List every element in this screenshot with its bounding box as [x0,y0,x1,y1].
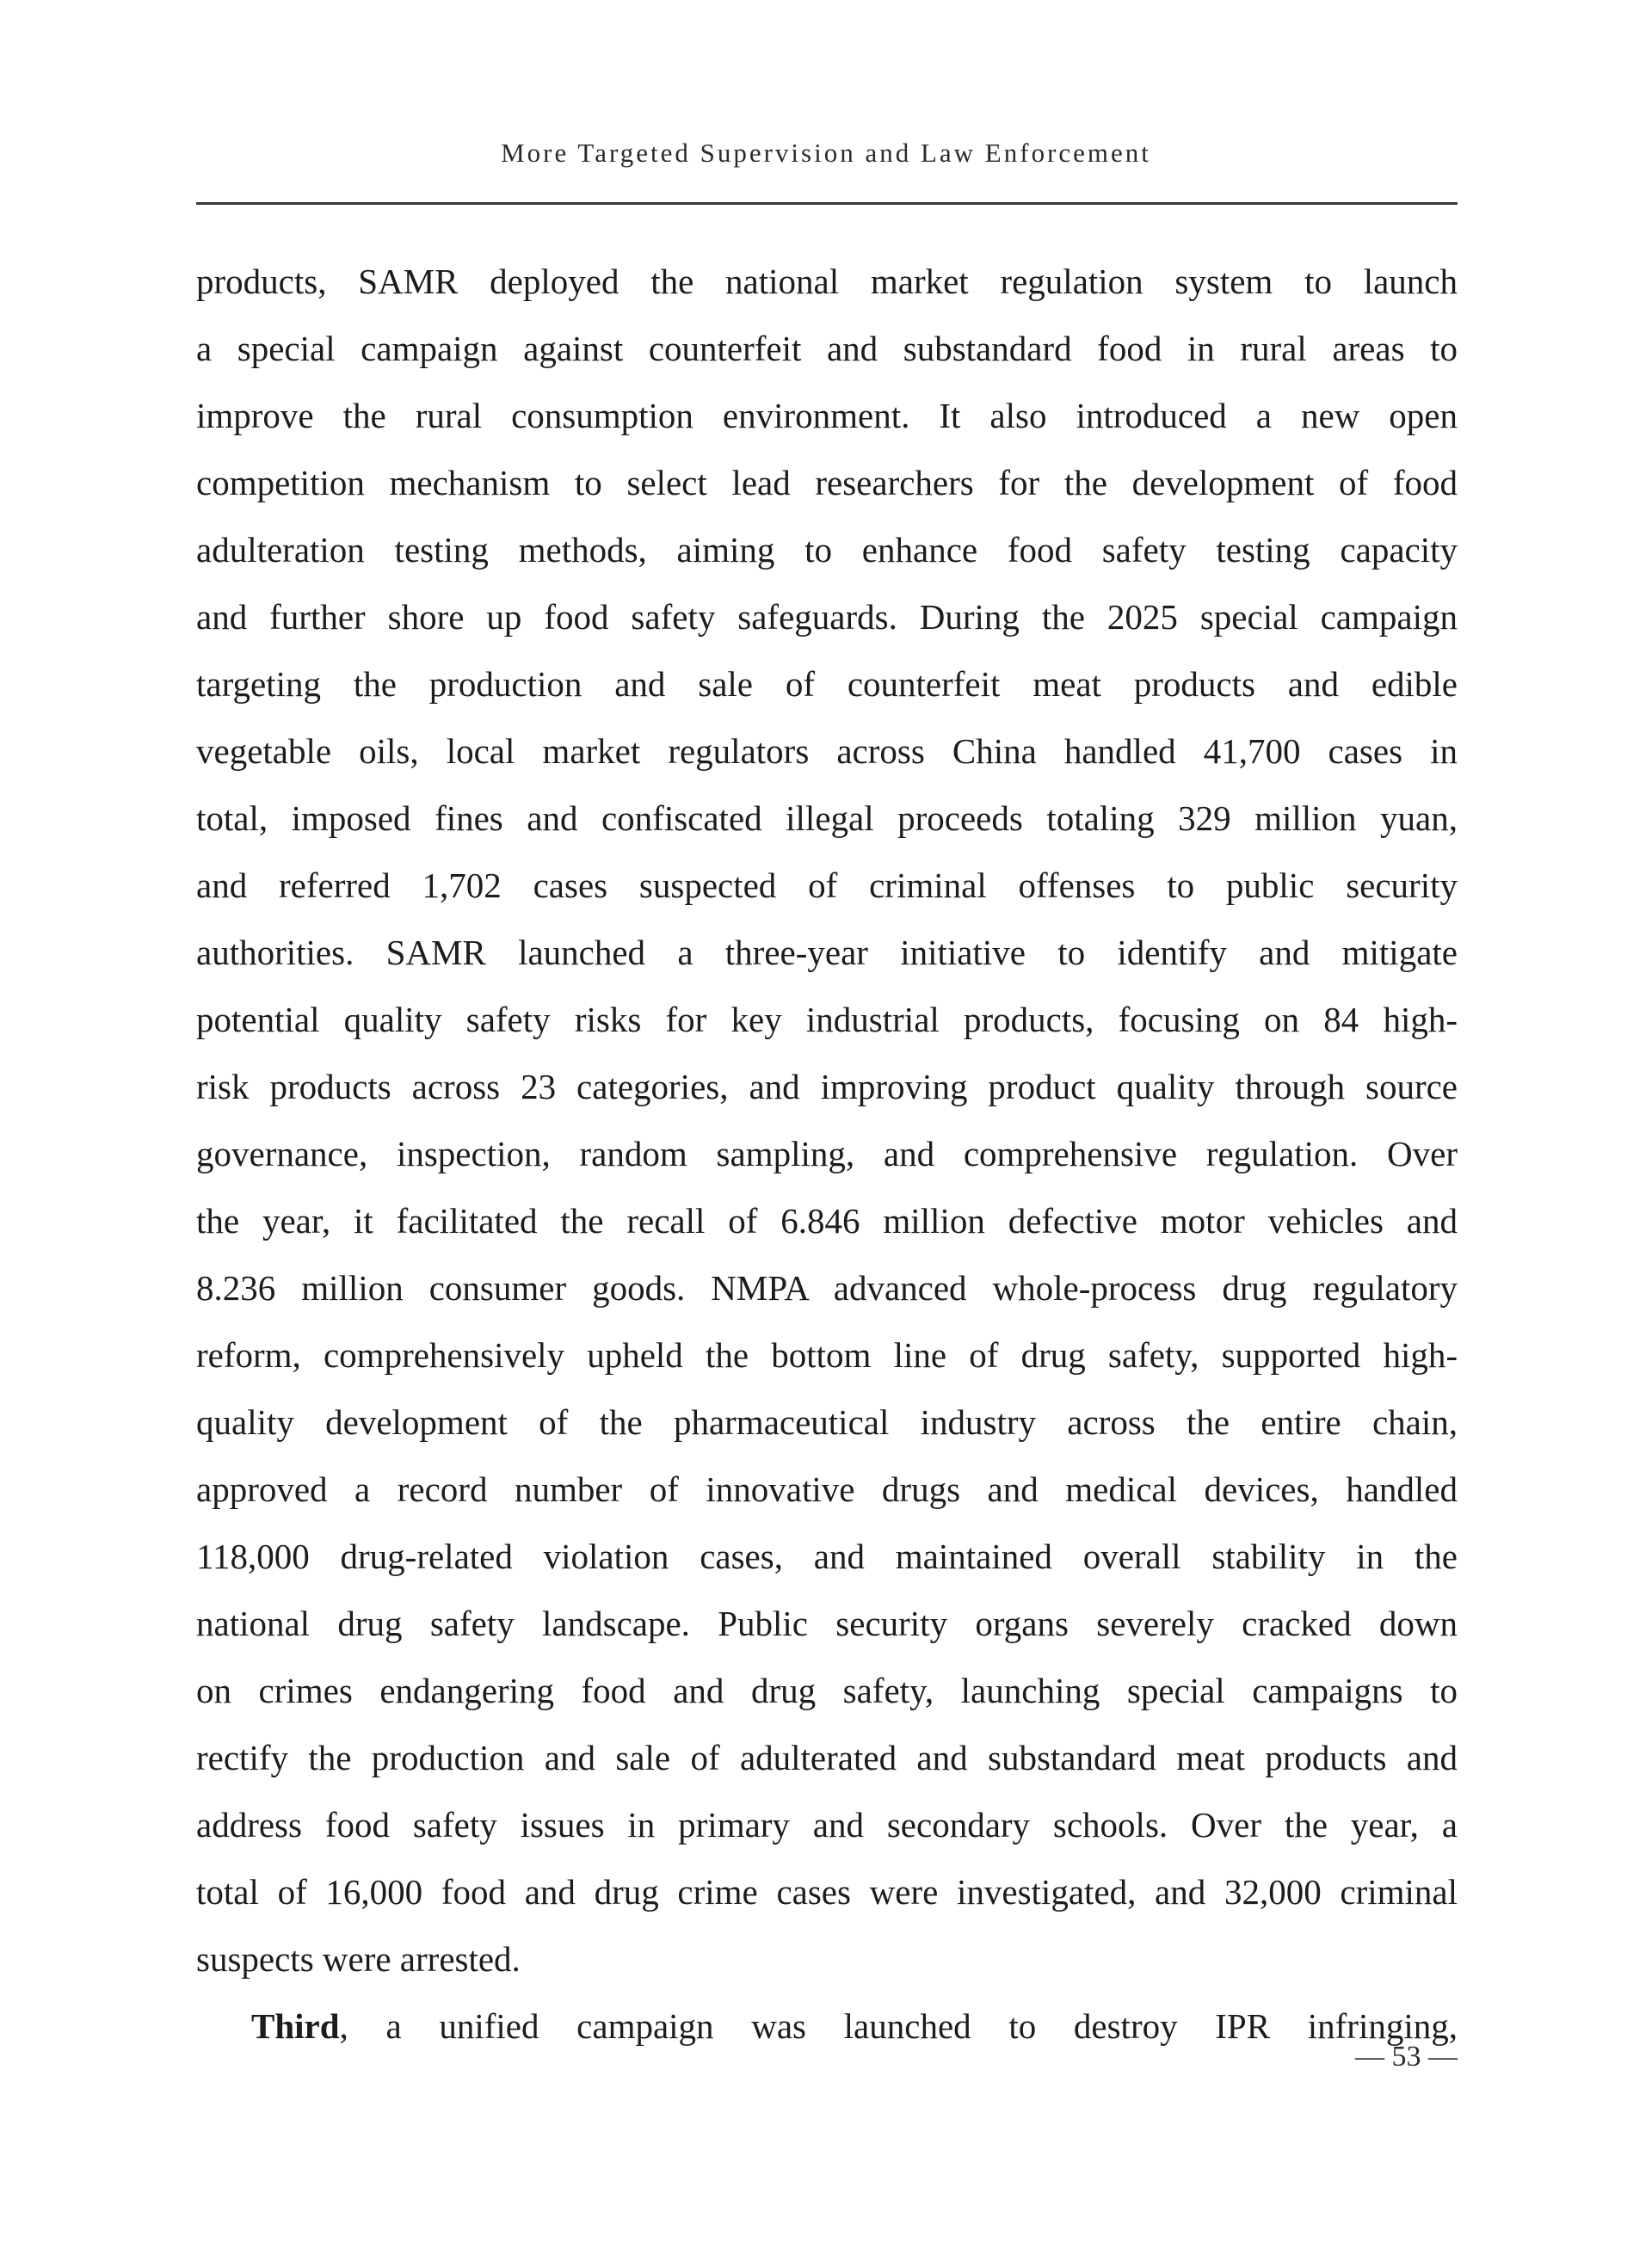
text-line: rectify the production and sale of adulterated and substandard meat products and [196,1738,1458,1777]
text-line: vegetable oils, local market regulators across China handled 41,700 cases in [196,731,1458,771]
text-line: potential quality safety risks for key industrial products, focusing on 84 high- [196,1000,1458,1039]
text-line: quality development of the pharmaceutical industry across the entire chain, [196,1402,1458,1442]
text-line: national drug safety landscape. Public security organs severely cracked down [196,1604,1458,1643]
paragraph-lead-text: , a unified campaign was launched to destroy IPR infringing, [339,2006,1458,2046]
page-number: — 53 — [1355,2041,1458,2073]
text-line: risk products across 23 categories, and improving product quality through source [196,1067,1458,1106]
text-line: total of 16,000 food and drug crime cases were investigated, and 32,000 criminal [196,1872,1458,1912]
text-line: total, imposed fines and confiscated illegal proceeds totaling 329 million yuan, [196,798,1458,838]
text-line: reform, comprehensively upheld the bottom line of drug safety, supported high- [196,1335,1458,1375]
text-line: a special campaign against counterfeit and substandard food in rural areas to [196,329,1458,368]
text-line: authorities. SAMR launched a three-year initiative to identify and mitigate [196,933,1458,972]
text-line: products, SAMR deployed the national market regulation system to launch [196,262,1458,301]
text-line: 118,000 drug-related violation cases, and maintained overall stability in the [196,1537,1458,1576]
text-line: competition mechanism to select lead researchers for the development of food [196,463,1458,502]
text-line: the year, it facilitated the recall of 6.846 million defective motor vehicles and [196,1201,1458,1241]
running-header: More Targeted Supervision and Law Enforcement [501,138,1151,168]
header-rule [196,202,1458,205]
text-line: approved a record number of innovative drugs and medical devices, handled [196,1469,1458,1509]
paragraph-continuation [196,248,1458,1993]
paragraph-lead-bold: Third [251,2006,340,2046]
text-line: and further shore up food safety safeguards. During the 2025 special campaign [196,597,1458,637]
text-line: on crimes endangering food and drug safety, launching special campaigns to [196,1671,1458,1710]
body-text [196,248,1458,2060]
text-line: suspects were arrested. [196,1939,521,1979]
text-line: targeting the production and sale of counterfeit meat products and edible [196,664,1458,704]
text-line: and referred 1,702 cases suspected of criminal offenses to public security [196,865,1458,905]
text-line: governance, inspection, random sampling, and comprehensive regulation. Over [196,1134,1458,1173]
text-line: adulteration testing methods, aiming to enhance food safety testing capacity [196,530,1458,570]
text-line: address food safety issues in primary and secondary schools. Over the year, a [196,1805,1458,1845]
text-line: 8.236 million consumer goods. NMPA advanced whole-process drug regulatory [196,1268,1458,1308]
paragraph-third [196,1993,1458,2060]
text-line: improve the rural consumption environment. It also introduced a new open [196,396,1458,435]
